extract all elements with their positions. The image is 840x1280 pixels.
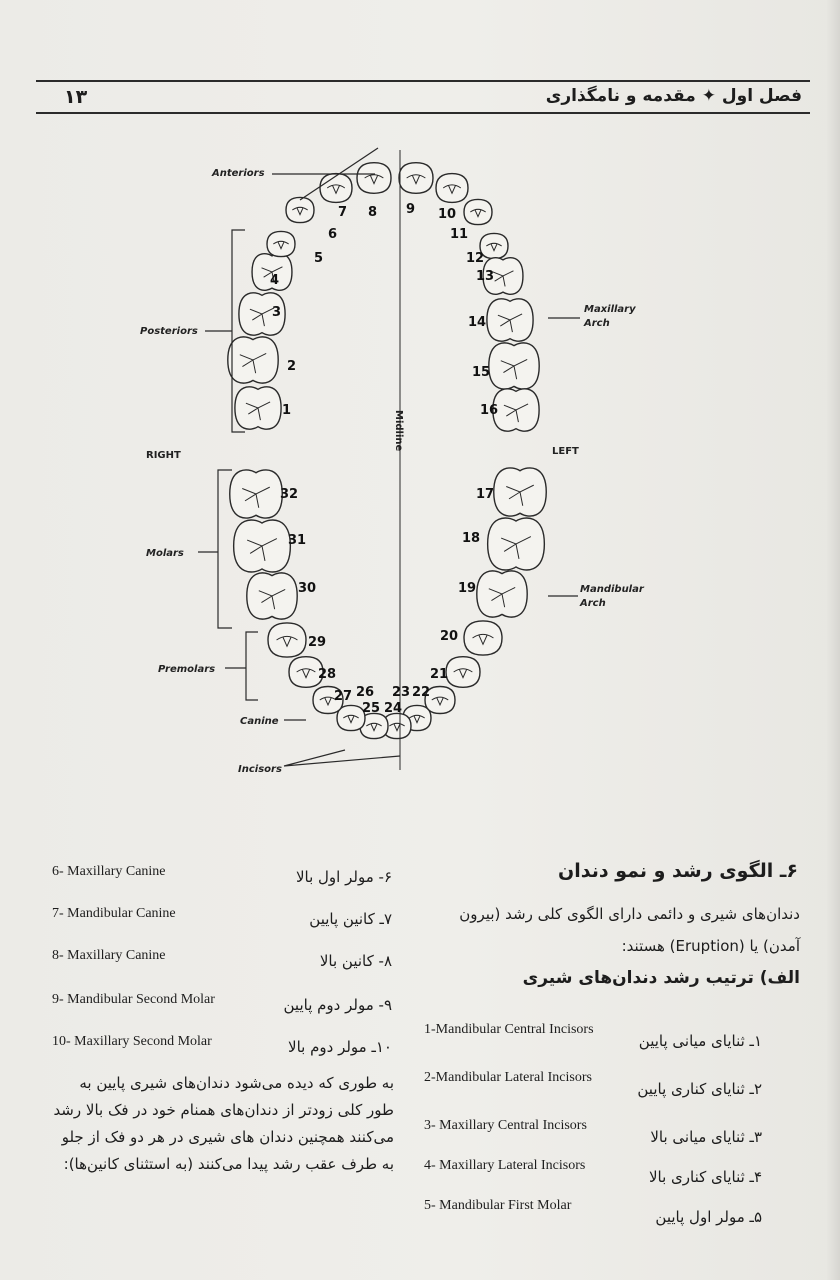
molars-bracket: [198, 470, 232, 628]
upper-tooth: [357, 163, 391, 194]
lower-tooth: [230, 470, 283, 518]
label-right: RIGHT: [146, 450, 181, 461]
upper-tooth-number: 9: [406, 202, 416, 217]
upper-tooth: [493, 389, 539, 431]
upper-tooth: [489, 343, 539, 389]
upper-tooth-number: 13: [476, 269, 495, 284]
left-list-persian: ۹- مولر دوم پایین: [283, 996, 392, 1014]
upper-tooth-number: 14: [468, 315, 487, 330]
left-list-english: 9- Mandibular Second Molar: [52, 992, 215, 1007]
label-midline: Midline: [393, 410, 404, 452]
teeth-group: [228, 163, 546, 739]
incisors-pointer: [284, 750, 400, 766]
upper-tooth-number: 1: [282, 403, 292, 418]
upper-tooth: [436, 174, 468, 203]
section-subtitle: الف) ترتیب رشد دندان‌های شیری: [522, 968, 800, 988]
upper-tooth-number: 16: [480, 403, 499, 418]
eruption-item-persian: ۲ـ ثنایای کناری پایین: [637, 1080, 762, 1098]
upper-tooth-number: 7: [338, 205, 348, 220]
chapter-title: فصل اول ✦ مقدمه و نامگذاری: [545, 86, 802, 106]
upper-tooth-number: 2: [287, 359, 297, 374]
label-canine: Canine: [240, 716, 279, 727]
lower-tooth-number: 17: [476, 487, 495, 502]
lower-tooth-number: 18: [462, 531, 481, 546]
upper-tooth: [399, 163, 433, 194]
left-list-english: 10- Maxillary Second Molar: [52, 1034, 212, 1049]
upper-tooth-number: 3: [272, 305, 282, 320]
label-anteriors: Anteriors: [212, 168, 265, 179]
upper-tooth: [228, 337, 278, 383]
upper-tooth: [464, 199, 492, 224]
left-paragraph-line: می‌کنند همچنین دندان های شیری در هر دو فک از جلو: [61, 1128, 394, 1146]
lower-tooth-number: 23: [392, 685, 411, 700]
lower-tooth-number: 25: [362, 701, 381, 716]
eruption-item-persian: ۳ـ ثنایای میانی بالا: [650, 1128, 762, 1146]
lower-tooth: [488, 518, 545, 570]
upper-tooth-number: 6: [328, 227, 338, 242]
left-list-english: 7- Mandibular Canine: [52, 906, 176, 921]
lower-tooth-number: 32: [280, 487, 299, 502]
lower-tooth-number: 29: [308, 635, 327, 650]
lower-tooth-number: 27: [334, 689, 353, 704]
label-mandibular-arch: Mandibular Arch: [580, 584, 644, 609]
eruption-item-persian: ۴ـ ثنایای کناری بالا: [648, 1168, 762, 1186]
left-list-english: 8- Maxillary Canine: [52, 948, 166, 963]
upper-tooth-number: 5: [314, 251, 324, 266]
lower-tooth: [268, 623, 306, 657]
upper-tooth: [286, 197, 314, 222]
upper-tooth-number: 10: [438, 207, 457, 222]
lower-tooth: [446, 657, 480, 688]
left-paragraph: [54, 1070, 394, 1178]
left-list-persian: ۱۰ـ مولر دوم بالا: [288, 1038, 392, 1056]
lower-tooth-number: 31: [288, 533, 307, 548]
page-number: ۱۳: [64, 86, 88, 108]
lower-tooth: [477, 571, 527, 617]
lower-tooth-number: 21: [430, 667, 449, 682]
left-list-persian: ۷ـ کانین پایین: [309, 910, 392, 928]
left-paragraph-line: به طوری که دیده می‌شود دندان‌های شیری پایین به: [79, 1074, 394, 1092]
eruption-item-english: 5- Mandibular First Molar: [424, 1198, 572, 1213]
eruption-item-english: 2-Mandibular Lateral Incisors: [424, 1070, 592, 1085]
lower-tooth: [494, 468, 547, 516]
eruption-item-english: 1-Mandibular Central Incisors: [424, 1022, 594, 1037]
left-list-persian: ۶- مولر اول بالا: [295, 868, 392, 886]
label-premolars: Premolars: [158, 664, 216, 675]
lower-tooth: [337, 705, 365, 730]
left-list-persian: ۸- کانین بالا: [319, 952, 392, 970]
lower-tooth: [234, 520, 291, 572]
section-title: ۶ـ الگوی رشد و نمو دندان: [558, 860, 798, 882]
label-incisors: Incisors: [238, 764, 282, 775]
left-list-english: 6- Maxillary Canine: [52, 864, 166, 879]
left-paragraph-line: طور کلی زودتر از دندان‌های همنام خود در فک بالا رشد: [53, 1101, 394, 1119]
lower-tooth: [464, 621, 502, 655]
lower-tooth-number: 26: [356, 685, 375, 700]
section-para-line1: دندان‌های شیری و دائمی دارای الگوی کلی رشد (بیرون: [459, 905, 800, 923]
bracket-lines: [198, 148, 580, 770]
premolars-bracket: [225, 632, 258, 700]
left-paragraph-line: به طرف عقب رشد پیدا می‌کنند (به استثنای کانین‌ها):: [63, 1155, 394, 1173]
eruption-item-persian: ۱ـ ثنایای میانی پایین: [638, 1032, 762, 1050]
upper-tooth: [235, 387, 281, 429]
label-left: LEFT: [552, 446, 579, 457]
upper-tooth-number: 12: [466, 251, 485, 266]
label-molars: Molars: [146, 548, 184, 559]
label-maxillary-arch: Maxillary Arch: [584, 304, 636, 329]
lower-tooth-number: 28: [318, 667, 337, 682]
upper-tooth-number: 15: [472, 365, 491, 380]
lower-tooth-number: 22: [412, 685, 431, 700]
lower-tooth-number: 20: [440, 629, 459, 644]
lower-tooth-number: 24: [384, 701, 403, 716]
eruption-item-english: 4- Maxillary Lateral Incisors: [424, 1158, 586, 1173]
lower-tooth-number: 30: [298, 581, 317, 596]
upper-tooth: [267, 231, 295, 256]
section-para-line2: آمدن) یا (Eruption) هستند:: [621, 937, 800, 955]
lower-tooth: [247, 573, 297, 619]
upper-tooth-number: 8: [368, 205, 378, 220]
upper-tooth-number: 11: [450, 227, 469, 242]
eruption-item-english: 3- Maxillary Central Incisors: [424, 1118, 587, 1133]
upper-tooth: [487, 299, 533, 341]
upper-tooth: [480, 233, 508, 258]
label-posteriors: Posteriors: [140, 326, 198, 337]
upper-tooth-number: 4: [270, 273, 280, 288]
upper-tooth: [320, 174, 352, 203]
lower-tooth-number: 19: [458, 581, 477, 596]
eruption-item-persian: ۵ـ مولر اول پایین: [655, 1208, 762, 1226]
